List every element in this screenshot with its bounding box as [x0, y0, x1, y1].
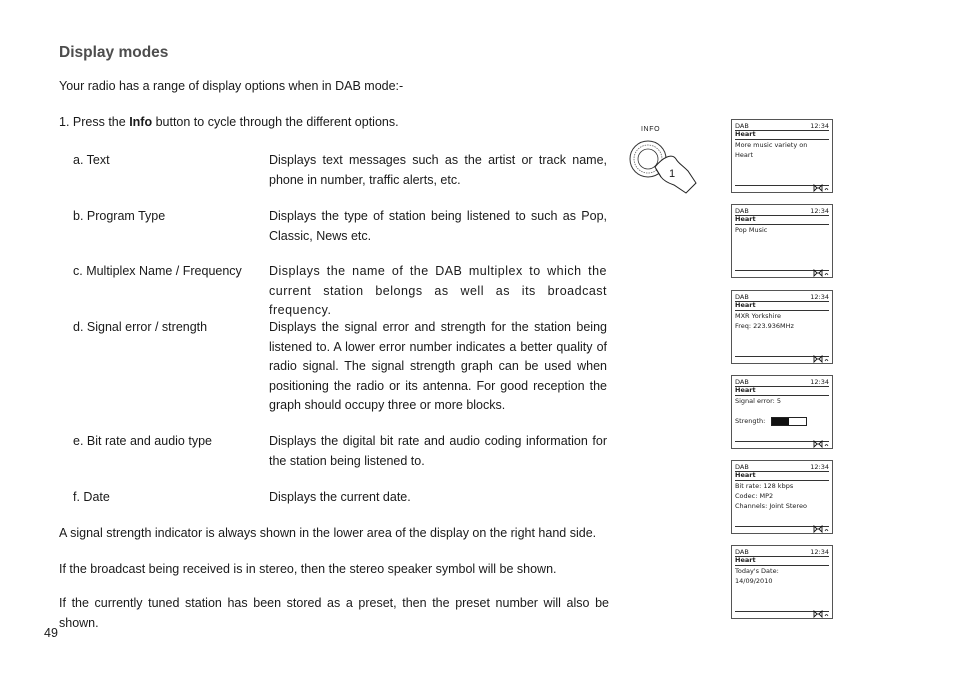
option-desc-signal: Displays the signal error and strength for the station being listened to. A lower error number indicates a better quality of radio signal. The signal strength graph can be used when positioning the radio or its antenna. For good reception the graph should occupy three or more blocks.	[269, 320, 607, 412]
option-desc-multiplex: Displays the name of the DAB multiplex to which the current station belongs as well as its broadcast frequency.	[269, 264, 607, 317]
step-instruction	[59, 113, 609, 133]
lcd-info-line: Today's Date:	[735, 567, 779, 575]
stereo-signal-icon	[813, 525, 829, 533]
option-label-bitrate: e. Bit rate and audio type	[73, 434, 212, 448]
lcd-screen	[731, 460, 833, 534]
page-title: Display modes	[59, 44, 169, 61]
lcd-mode: DAB	[735, 207, 749, 215]
lcd-time: 12:34	[810, 293, 829, 301]
lcd-station-name: Heart	[735, 471, 829, 481]
lcd-info-line: More music variety on	[735, 141, 808, 149]
info-keyword: Info	[129, 115, 153, 129]
note-stereo: If the broadcast being received is in stereo, then the stereo speaker symbol will be shown.	[59, 562, 557, 576]
lcd-body	[735, 386, 829, 426]
lcd-info-line: MXR Yorkshire	[735, 312, 782, 320]
lcd-body	[735, 471, 829, 511]
lcd-screen	[731, 119, 833, 193]
lcd-station-name: Heart	[735, 556, 829, 566]
lcd-mode: DAB	[735, 293, 749, 301]
page-number: 49	[44, 626, 58, 640]
lcd-screen	[731, 204, 833, 278]
lcd-strength-row	[735, 416, 829, 426]
step-suffix: button to cycle through the different options.	[152, 115, 399, 129]
option-label-date: f. Date	[73, 490, 110, 504]
lcd-info-line: Heart	[735, 151, 754, 159]
option-desc-text: Displays text messages such as the artist or track name, phone in number, traffic alerts, etc.	[269, 153, 607, 187]
option-desc-date: Displays the current date.	[269, 490, 411, 504]
signal-strength-fill	[772, 418, 789, 425]
lcd-time: 12:34	[810, 122, 829, 130]
lcd-mode: DAB	[735, 463, 749, 471]
lcd-time: 12:34	[810, 207, 829, 215]
stereo-signal-icon	[813, 184, 829, 192]
option-desc-bitrate: Displays the digital bit rate and audio coding information for the station being listened to.	[269, 434, 607, 468]
intro-text: Your radio has a range of display options when in DAB mode:-	[59, 79, 404, 93]
lcd-station-name: Heart	[735, 130, 829, 140]
lcd-info-line	[735, 406, 829, 416]
lcd-time: 12:34	[810, 463, 829, 471]
lcd-strength-label: Strength:	[735, 417, 766, 425]
note-signal-indicator: A signal strength indicator is always shown in the lower area of the display on the right hand side.	[59, 526, 597, 540]
lcd-info-line: Pop Music	[735, 226, 768, 234]
lcd-info-line: Codec: MP2	[735, 492, 774, 500]
stereo-signal-icon	[813, 355, 829, 363]
lcd-screen	[731, 375, 833, 449]
note-preset: If the currently tuned station has been stored as a preset, then the preset number will also be shown.	[59, 596, 609, 630]
lcd-body	[735, 556, 829, 586]
lcd-time: 12:34	[810, 378, 829, 386]
stereo-signal-icon	[813, 269, 829, 277]
lcd-screen	[731, 545, 833, 619]
lcd-info-line: Freq: 223.936MHz	[735, 322, 794, 330]
info-knob-hand-icon	[628, 137, 700, 197]
option-desc-program-type: Displays the type of station being listened to such as Pop, Classic, News etc.	[269, 209, 607, 243]
lcd-body	[735, 215, 829, 235]
info-button-label: INFO	[641, 126, 661, 133]
lcd-body	[735, 130, 829, 160]
lcd-time: 12:34	[810, 548, 829, 556]
lcd-screen	[731, 290, 833, 364]
stereo-signal-icon	[813, 440, 829, 448]
step-number-marker: 1	[669, 168, 676, 180]
option-label-signal: d. Signal error / strength	[73, 320, 208, 334]
lcd-info-line: Bit rate: 128 kbps	[735, 482, 794, 490]
stereo-signal-icon	[813, 610, 829, 618]
lcd-info-line: 14/09/2010	[735, 577, 773, 585]
option-label-text: a. Text	[73, 153, 110, 167]
lcd-station-name: Heart	[735, 386, 829, 396]
lcd-mode: DAB	[735, 122, 749, 130]
lcd-mode: DAB	[735, 548, 749, 556]
option-label-multiplex: c. Multiplex Name / Frequency	[73, 264, 242, 278]
lcd-info-line: Channels: Joint Stereo	[735, 502, 807, 510]
lcd-body	[735, 301, 829, 331]
lcd-info-line: Signal error: 5	[735, 397, 782, 405]
lcd-station-name: Heart	[735, 215, 829, 225]
option-label-program-type: b. Program Type	[73, 209, 166, 223]
lcd-station-name: Heart	[735, 301, 829, 311]
step-prefix: 1. Press the	[59, 115, 130, 129]
signal-strength-bar	[771, 417, 807, 426]
lcd-mode: DAB	[735, 378, 749, 386]
